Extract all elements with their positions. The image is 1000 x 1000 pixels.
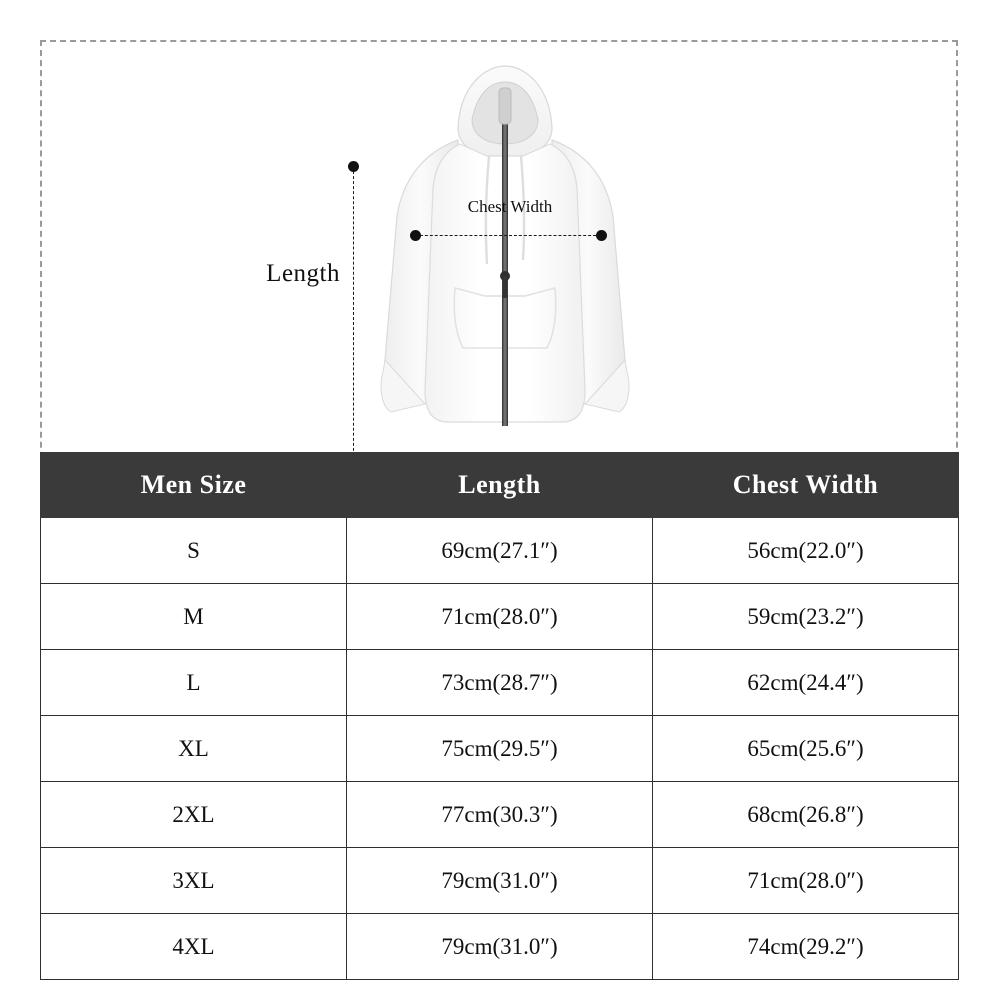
- cell-length: 75cm(29.5″): [347, 716, 653, 782]
- cell-length: 79cm(31.0″): [347, 914, 653, 980]
- cell-size: XL: [41, 716, 347, 782]
- cell-size: L: [41, 650, 347, 716]
- table-row: [41, 914, 959, 980]
- cell-length: 71cm(28.0″): [347, 584, 653, 650]
- table-row: [41, 518, 959, 584]
- length-measure-line: [353, 166, 354, 466]
- cell-length: 73cm(28.7″): [347, 650, 653, 716]
- chest-measure-label: Chest Width: [467, 197, 553, 216]
- length-measure-label: Length: [266, 260, 340, 287]
- cell-chest: 65cm(25.6″): [653, 716, 959, 782]
- hoodie-icon: [355, 60, 655, 445]
- chest-endpoint-left: [410, 230, 421, 241]
- column-header-length: Length: [347, 453, 653, 518]
- table-header-row: [41, 453, 959, 518]
- cell-length: 77cm(30.3″): [347, 782, 653, 848]
- length-endpoint-top: [348, 161, 359, 172]
- table-row: [41, 584, 959, 650]
- cell-size: S: [41, 518, 347, 584]
- cell-chest: 68cm(26.8″): [653, 782, 959, 848]
- garment-illustration: [40, 42, 958, 452]
- cell-length: 69cm(27.1″): [347, 518, 653, 584]
- chest-endpoint-right: [596, 230, 607, 241]
- table-row: [41, 650, 959, 716]
- cell-chest: 71cm(28.0″): [653, 848, 959, 914]
- table-row: [41, 782, 959, 848]
- cell-size: 3XL: [41, 848, 347, 914]
- cell-chest: 59cm(23.2″): [653, 584, 959, 650]
- cell-chest: 56cm(22.0″): [653, 518, 959, 584]
- cell-chest: 62cm(24.4″): [653, 650, 959, 716]
- chest-measure-line: [415, 235, 601, 236]
- size-chart-table: [40, 452, 959, 980]
- table-row: [41, 848, 959, 914]
- column-header-chest-width: Chest Width: [653, 453, 959, 518]
- cell-size: 2XL: [41, 782, 347, 848]
- cell-chest: 74cm(29.2″): [653, 914, 959, 980]
- cell-length: 79cm(31.0″): [347, 848, 653, 914]
- table-row: [41, 716, 959, 782]
- cell-size: 4XL: [41, 914, 347, 980]
- cell-size: M: [41, 584, 347, 650]
- column-header-men-size: Men Size: [41, 453, 347, 518]
